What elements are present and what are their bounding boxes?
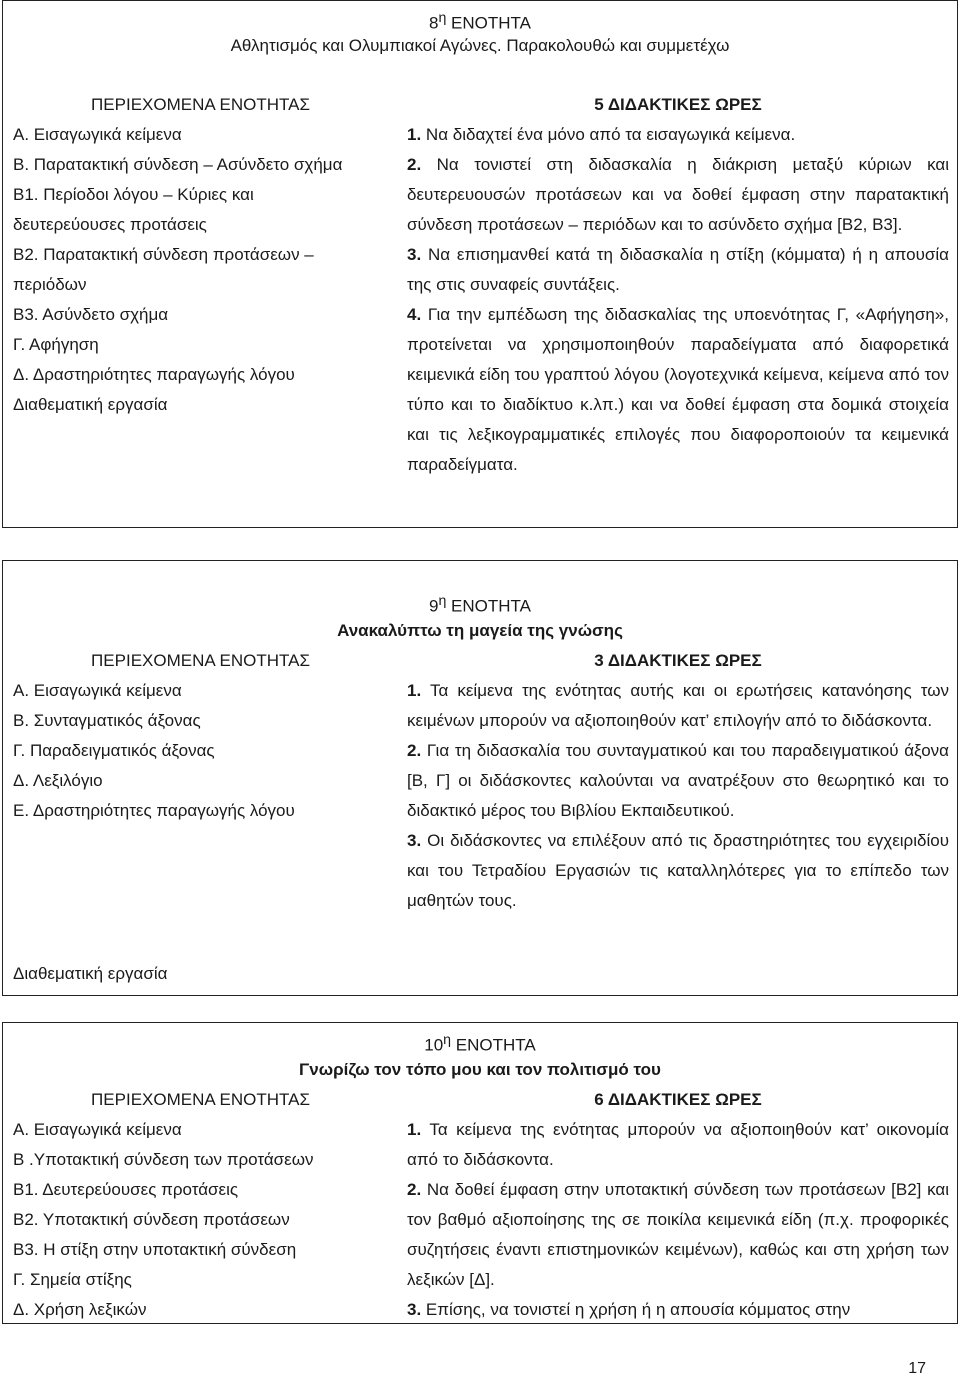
contents-item: Β1. Περίοδοι λόγου – Κύριες και — [13, 185, 254, 204]
contents-item: Ε. Δραστηριότητες παραγωγής λόγου — [13, 801, 295, 820]
contents-item: Β1. Δευτερεύουσες προτάσεις — [13, 1180, 239, 1199]
unit-10-number: $10^\eta$ ΕΝΟΤΗΤΑ — [424, 1032, 536, 1055]
page-number: 17 — [908, 1360, 926, 1377]
contents-header: ΠΕΡΙΕΧΟΜΕΝΑ ΕΝΟΤΗΤΑΣ — [91, 95, 310, 114]
contents-item: Α. Εισαγωγικά κείμενα — [13, 1120, 182, 1139]
note-item: 2. Να τονιστεί στη διδασκαλία η διάκριση μεταξύ κύριων και δευτερευουσών προτάσεων και να δοθεί έμφαση στην παρατακτική σύνδεση προτάσεων – περιόδων και το ασύνδετο σχήμα [Β2, Β3]. — [407, 155, 949, 234]
unit-10-contents — [13, 1085, 388, 1325]
unit-9-number: $9^\eta$ ΕΝΟΤΗΤΑ — [428, 593, 532, 616]
contents-item: Α. Εισαγωγικά κείμενα — [13, 125, 182, 144]
note-item: 1. Τα κείμενα της ενότητας μπορούν να αξιοποιηθούν κατ’ οικονομία από το διδάσκοντα. — [407, 1120, 949, 1169]
contents-item: Γ. Παραδειγματικός άξονας — [13, 741, 215, 760]
note-item: 1. Να διδαχτεί ένα μόνο από τα εισαγωγικά κείμενα. — [407, 125, 796, 144]
unit-8-table — [2, 0, 958, 528]
contents-header: ΠΕΡΙΕΧΟΜΕΝΑ ΕΝΟΤΗΤΑΣ — [91, 1090, 310, 1109]
unit-10-notes — [407, 1085, 949, 1325]
contents-item: Β. Συνταγματικός άξονας — [13, 711, 201, 730]
note-item: 2. Να δοθεί έμφαση στην υποτακτική σύνδεση των προτάσεων [Β2] και τον βαθμό αξιοποίησης της σε ποικίλα κειμενικά είδη (π.χ. προφορικές συζητήσεις έναντι επιστημονικών κειμένων), καθώς και στη χρήση των λεξικών [Δ]. — [407, 1180, 949, 1289]
contents-item: Δ. Δραστηριότητες παραγωγής λόγου — [13, 365, 295, 384]
note-item: 3. Οι διδάσκοντες να επιλέξουν από τις δραστηριότητες του εγχειριδίου και του Τετραδίου Εργασιών τις καταλληλότερες για το επίπεδο των μαθητών τους. — [407, 831, 949, 910]
unit-9-table — [2, 560, 958, 996]
hours-header: 5 ΔΙΔΑΚΤΙΚΕΣ ΩΡΕΣ — [594, 95, 762, 114]
note-item: 3. Να επισημανθεί κατά τη διδασκαλία η στίξη (κόμματα) ή η απουσία της στις συναφείς συντάξεις. — [407, 245, 949, 294]
note-item: 2. Για τη διδασκαλία του συνταγματικού και του παραδειγματικού άξονα [Β, Γ] οι διδάσκοντες καλούνται να ανατρέξουν στο θεωρητικό και το διδακτικό μέρος του Βιβλίου Εκπαιδευτικού. — [407, 741, 949, 820]
contents-item: Β3. Η στίξη στην υποτακτική σύνδεση — [13, 1240, 297, 1259]
note-item: 1. Τα κείμενα της ενότητας αυτής και οι ερωτήσεις κατανόησης των κειμένων μπορούν να αξιοποιηθούν κατ’ επιλογήν από το διδάσκοντα. — [407, 681, 949, 730]
contents-item: Β. Παρατακτική σύνδεση – Ασύνδετο σχήμα — [13, 155, 343, 174]
contents-item: Β3. Ασύνδετο σχήμα — [13, 305, 169, 324]
contents-item: Γ. Αφήγηση — [13, 335, 99, 354]
note-item: 3. Επίσης, να τονιστεί η χρήση ή η απουσία κόμματος στην — [407, 1300, 851, 1319]
contents-item: Β2. Υποτακτική σύνδεση προτάσεων — [13, 1210, 290, 1229]
contents-header: ΠΕΡΙΕΧΟΜΕΝΑ ΕΝΟΤΗΤΑΣ — [91, 651, 310, 670]
contents-item: Α. Εισαγωγικά κείμενα — [13, 681, 182, 700]
unit-9-title: Ανακαλύπτω τη μαγεία της γνώσης — [337, 621, 623, 640]
contents-item: περιόδων — [13, 275, 87, 294]
unit-10-title: Γνωρίζω τον τόπο μου και τον πολιτισμό του — [299, 1060, 661, 1079]
hours-header: 6 ΔΙΔΑΚΤΙΚΕΣ ΩΡΕΣ — [594, 1090, 762, 1109]
hours-header: 3 ΔΙΔΑΚΤΙΚΕΣ ΩΡΕΣ — [594, 651, 762, 670]
unit-8-title: Αθλητισμός και Ολυμπιακοί Αγώνες. Παρακολουθώ και συμμετέχω — [230, 36, 730, 55]
contents-item: δευτερεύουσες προτάσεις — [13, 215, 207, 234]
contents-item: Δ. Χρήση λεξικών — [13, 1300, 147, 1319]
unit-8-contents — [13, 90, 388, 420]
unit-9-extra: Διαθεματική εργασία — [13, 964, 168, 983]
contents-item: Διαθεματική εργασία — [13, 395, 168, 414]
contents-item: Γ. Σημεία στίξης — [13, 1270, 132, 1289]
note-item: 4. Για την εμπέδωση της διδασκαλίας της υποενότητας Γ, «Αφήγηση», προτείνεται να χρησιμοποιηθούν παραδείγματα από διαφορετικά κειμενικά είδη του γραπτού λόγου (λογοτεχνικά κείμενα, κείμενα από τον τύπο και το διαδίκτυο κ.λπ.) και να δοθεί έμφαση στα δομικά στοιχεία και τις λεξικογραμματικές επιλογές που διαφοροποιούν τα κειμενικά παραδείγματα. — [407, 305, 949, 474]
unit-8-number: $8^\eta$ ΕΝΟΤΗΤΑ — [428, 10, 532, 33]
contents-item: Β .Υποτακτική σύνδεση των προτάσεων — [13, 1150, 314, 1169]
contents-item: Δ. Λεξιλόγιο — [13, 771, 103, 790]
unit-9-notes — [407, 646, 949, 916]
contents-item: Β2. Παρατακτική σύνδεση προτάσεων – — [13, 245, 314, 264]
unit-10-table — [2, 1022, 958, 1324]
unit-9-contents — [13, 646, 388, 826]
unit-8-notes — [407, 90, 949, 480]
